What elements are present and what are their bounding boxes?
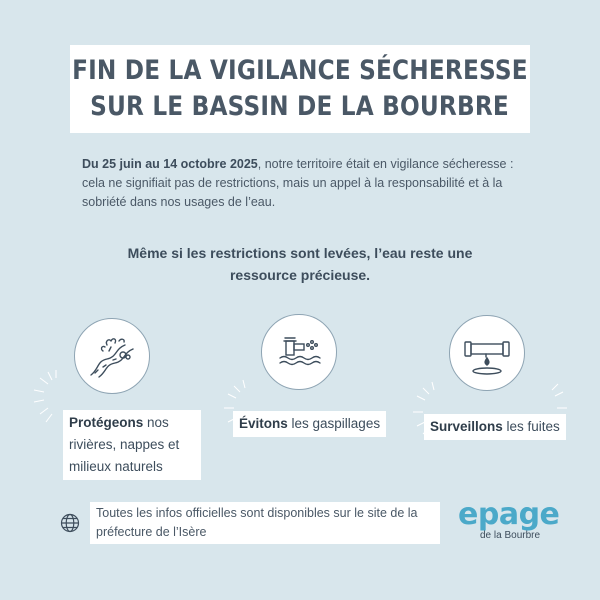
action-protect [63,410,201,480]
action-monitor-text: les fuites [502,419,560,434]
intro-dates: Du 25 juin au 14 octobre 2025 [82,157,258,171]
action-monitor [424,414,566,440]
footer-info: Toutes les infos officielles sont disponibles sur le site de la préfecture de l’Isère [90,502,440,544]
action-avoid [233,411,386,437]
epage-logo [458,497,560,541]
action-avoid-bold: Évitons [239,416,288,431]
title-line-1: FIN DE LA VIGILANCE SÉCHERESSE [72,55,528,86]
action-avoid-text: les gaspillages [287,416,381,431]
action-protect-text: nos rivières, nappes et milieux naturels [69,415,180,474]
title-line-2: SUR LE BASSIN DE LA BOURBRE [90,91,510,122]
rays-left [34,370,56,422]
globe-icon [60,513,80,533]
logo-subtitle: de la Bourbre [480,530,541,541]
intro-text: , notre territoire était en vigilance sécheresse : cela ne signifiait pas de restrictions, mais un appel à la responsabilité et à la sobriété dans nos usages de l’eau. [82,157,514,209]
logo-word: epage [458,497,560,532]
action-protect-bold: Protégeons [69,415,144,430]
action-monitor-bold: Surveillons [430,419,503,434]
highlight-message: Même si les restrictions sont levées, l’eau reste une ressource précieuse. [127,245,473,283]
